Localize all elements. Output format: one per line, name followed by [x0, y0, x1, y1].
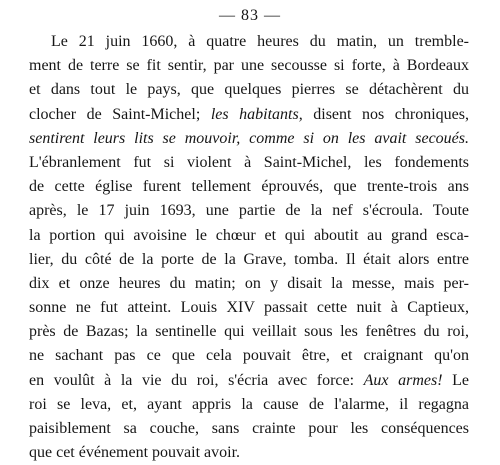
- text-line: [29, 320, 469, 344]
- text-segment: paisiblement sa couche, sans crainte pour les conséquences: [29, 420, 469, 437]
- text-segment: L'ébranlement fut si violent à Saint-Michel, les fondements: [29, 153, 469, 171]
- text-line: [29, 30, 469, 54]
- text-segment: Le 21 juin 1660, à quatre heures du matin, un tremble-: [51, 33, 469, 50]
- text-segment: disent nos chroniques,: [302, 105, 469, 123]
- text-line: [29, 441, 469, 465]
- text-line: [29, 296, 469, 320]
- text-line: [29, 224, 469, 248]
- italic-text-segment: les habitants,: [210, 105, 303, 123]
- text-segment: après, le 17 juin 1693, une partie de la nef s'écroula. Toute: [29, 202, 469, 220]
- text-segment: et dans tout le pays, que quelques pierres se détachèrent du: [29, 81, 469, 99]
- text-segment: Le: [442, 371, 469, 389]
- text-segment: clocher de Saint-Michel;: [29, 105, 211, 123]
- body-paragraph: [29, 30, 469, 465]
- text-segment: roi se leva, et, ayant appris la cause de l'alarme, il regagna: [29, 395, 469, 413]
- text-line: [29, 54, 469, 78]
- text-line: [29, 417, 469, 441]
- text-segment: en voulût à la vie du roi, s'écria avec force:: [29, 371, 364, 389]
- text-line: [29, 78, 469, 102]
- text-line: [29, 127, 469, 151]
- text-segment: la portion qui avoisine le chœur et qui aboutit au grand esca-: [29, 226, 469, 244]
- text-line: [29, 393, 469, 417]
- text-segment: que cet événement pouvait avoir.: [29, 444, 241, 462]
- text-segment: ne sachant pas ce que cela pouvait être, et craignant qu'on: [29, 347, 469, 365]
- text-line: [29, 248, 469, 272]
- text-line: [29, 103, 469, 127]
- italic-text-segment: sentirent leurs lits se mouvoir, comme si on les avait secoués.: [29, 129, 469, 147]
- page-number: — 83 —: [219, 7, 281, 24]
- text-line: [29, 199, 469, 223]
- text-line: [29, 151, 469, 175]
- italic-text-segment: Aux armes!: [363, 371, 443, 389]
- text-line: [29, 369, 469, 393]
- text-segment: dix et onze heures du matin; on y disait la messe, mais per-: [29, 274, 469, 292]
- text-line: [29, 175, 469, 199]
- text-segment: sonne ne fut atteint. Louis XIV passait cette nuit à Captieux,: [29, 299, 469, 317]
- text-line: [29, 344, 469, 368]
- text-line: [29, 272, 469, 296]
- text-segment: près de Bazas; la sentinelle qui veillait sous les fenêtres du roi,: [29, 323, 469, 341]
- text-segment: ment de terre se fit sentir, par une secousse si forte, à Bordeaux: [29, 57, 469, 75]
- text-segment: de cette église furent tellement éprouvés, que trente-trois ans: [29, 178, 469, 196]
- text-segment: lier, du côté de la porte de la Grave, tomba. Il était alors entre: [29, 250, 469, 268]
